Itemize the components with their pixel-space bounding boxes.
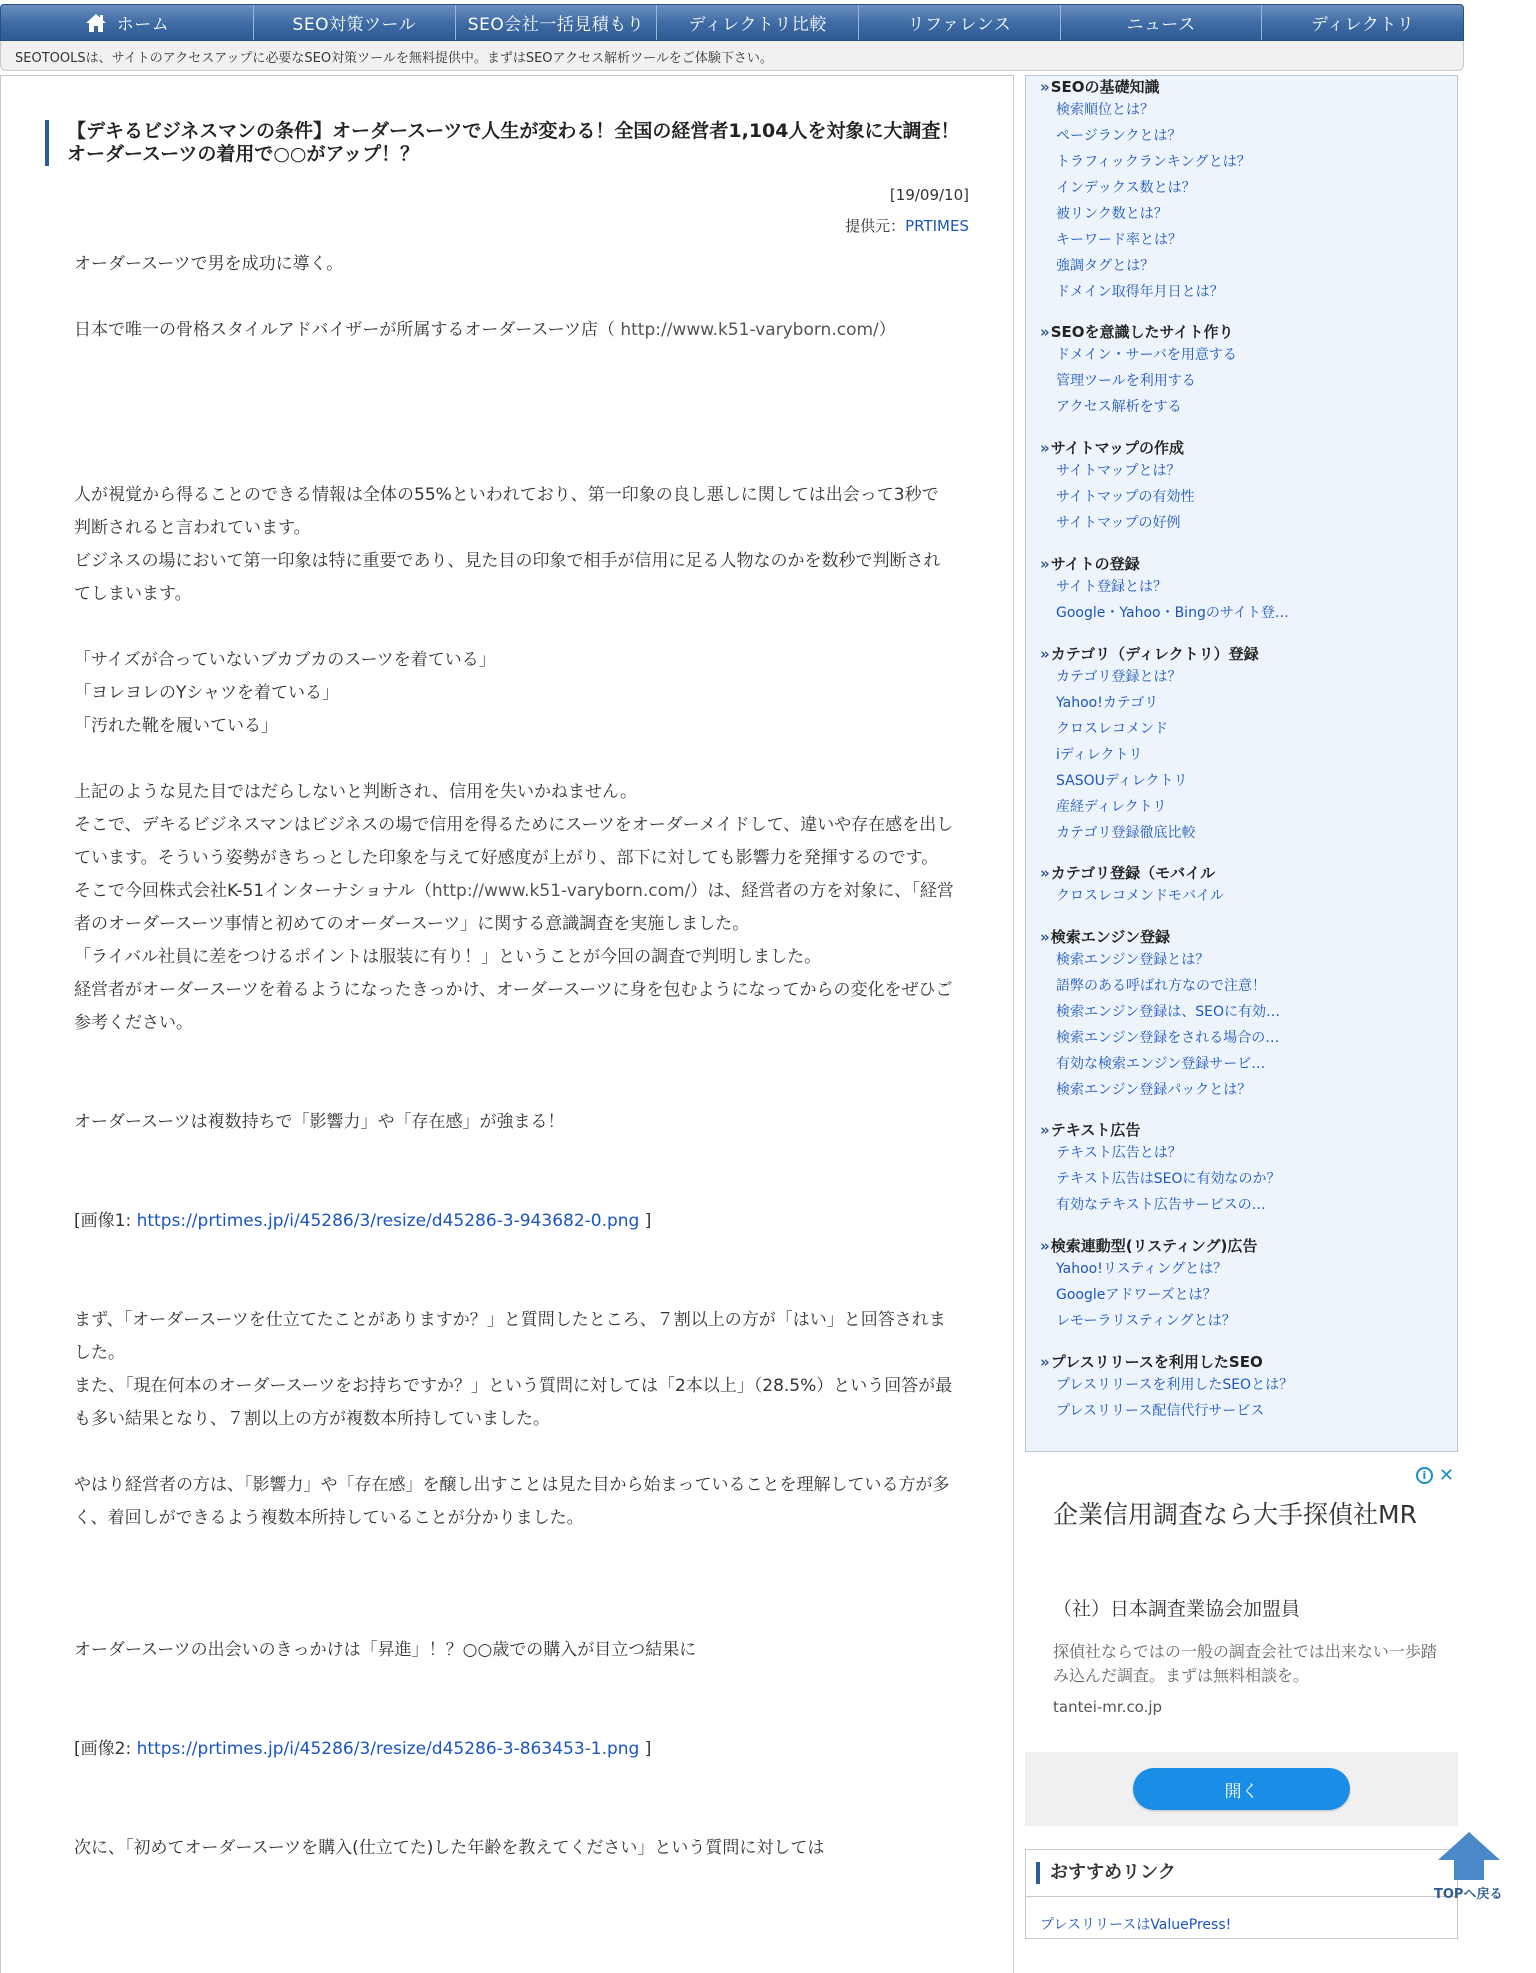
nav-news[interactable]: ニュース — [1061, 5, 1263, 40]
sidebar-link[interactable]: 有効な検索エンジン登録サービ… — [1056, 1056, 1266, 1072]
sidebar-section — [1040, 1121, 1450, 1218]
image-reference: [画像2: https://prtimes.jp/i/45286/3/resize/d45286-3-863453-1.png ] — [74, 1739, 652, 1759]
sidebar-link[interactable]: 検索エンジン登録とは？ — [1056, 952, 1210, 968]
sidebar-section — [1040, 928, 1450, 1103]
sidebar-section-title: » サイトマップの作成 — [1040, 439, 1185, 457]
sidebar-link[interactable]: ページランクとは？ — [1056, 128, 1182, 144]
sidebar-menu — [1025, 75, 1458, 1452]
paragraph: 人が視覚から得ることのできる情報は全体の55%といわれており、第一印象の良し悪しに関しては出会って3秒で判断されると言われています。 — [74, 485, 939, 538]
ad-open-button[interactable]: 開く — [1133, 1768, 1350, 1810]
ad-subtitle: （社）日本調査業協会加盟員 — [1053, 1598, 1301, 1620]
sidebar-link[interactable]: 被リンク数とは？ — [1056, 206, 1168, 222]
chevron-icon: » — [1040, 323, 1048, 341]
article-body — [74, 248, 954, 1865]
quote-line: 「サイズが合っていないブカブカのスーツを着ている」 — [74, 650, 496, 670]
sidebar-section-title: » SEOを意識したサイト作り — [1040, 323, 1234, 341]
sidebar-link[interactable]: カテゴリ登録徹底比較 — [1056, 825, 1196, 841]
sidebar-section-title: » テキスト広告 — [1040, 1121, 1141, 1139]
sidebar-link[interactable]: Yahoo!リスティングとは？ — [1056, 1261, 1228, 1277]
image1-link[interactable]: https://prtimes.jp/i/45286/3/resize/d45286-3-943682-0.png — [136, 1211, 640, 1231]
nav-seo-tools[interactable]: SEO対策ツール — [254, 5, 456, 40]
image-reference: [画像1: https://prtimes.jp/i/45286/3/resize/d45286-3-943682-0.png ] — [74, 1211, 652, 1231]
ad-controls — [1416, 1467, 1454, 1484]
sidebar-section — [1040, 645, 1450, 846]
sidebar-section — [1040, 323, 1450, 420]
nav-seo-estimate[interactable]: SEO会社一括見積もり — [456, 5, 658, 40]
sidebar-link[interactable]: 語弊のある呼ばれ方なので注意！ — [1056, 978, 1266, 994]
valuepress-link[interactable]: プレスリリースはValuePress! — [1040, 1917, 1232, 1933]
sidebar-section — [1040, 1237, 1450, 1334]
section-heading: オーダースーツの出会いのきっかけは「昇進」！？○○歳での購入が目立つ結果に — [74, 1640, 697, 1660]
chevron-icon: » — [1040, 928, 1048, 946]
sidebar-link[interactable]: クロスレコメンド — [1056, 721, 1168, 737]
sidebar-link[interactable]: インデックス数とは？ — [1056, 180, 1196, 196]
sidebar-section-title: » 検索エンジン登録 — [1040, 928, 1170, 946]
sidebar-link[interactable]: 検索エンジン登録パックとは？ — [1056, 1082, 1252, 1098]
sidebar-link[interactable]: 産経ディレクトリ — [1056, 799, 1167, 815]
sidebar-link[interactable]: 管理ツールを利用する — [1056, 373, 1196, 389]
section-heading: オーダースーツは複数持ちで「影響力」や「存在感」が強まる！ — [74, 1112, 565, 1132]
sidebar-link[interactable]: トラフィックランキングとは？ — [1056, 154, 1251, 170]
nav-directory[interactable]: ディレクトリ — [1311, 15, 1415, 35]
ad-description: 探偵社ならではの一般の調査会社では出来ない一歩踏み込んだ調査。まずは無料相談を。 — [1053, 1642, 1437, 1685]
nav-reference[interactable]: リファレンス — [859, 5, 1061, 40]
chevron-icon: » — [1040, 1121, 1048, 1139]
sidebar-link[interactable]: アクセス解析をする — [1056, 399, 1182, 415]
chevron-icon: » — [1040, 439, 1048, 457]
sidebar-link[interactable]: サイト登録とは？ — [1056, 579, 1168, 595]
paragraph: オーダースーツで男を成功に導く。 — [74, 254, 344, 274]
article-date: [19/09/10] — [889, 186, 969, 204]
paragraph: 経営者がオーダースーツを着るようになったきっかけ、オーダースーツに身を包むようになってからの変化をぜひご参考ください。 — [74, 980, 953, 1033]
global-nav — [0, 4, 1464, 41]
sidebar-section — [1040, 439, 1450, 536]
sidebar-link[interactable]: 検索エンジン登録をされる場合の… — [1056, 1030, 1280, 1046]
sidebar-link[interactable]: クロスレコメンドモバイル — [1056, 888, 1224, 904]
paragraph: 日本で唯一の骨格スタイルアドバイザーが所属するオーダースーツ店（ http://www.k51-varyborn.com/） — [74, 320, 896, 340]
paragraph: また、「現在何本のオーダースーツをお持ちですか？」という質問に対しては「2本以上」（28.5%）という回答が最も多い結果となり、７割以上の方が複数本所持していました。 — [74, 1376, 953, 1429]
sidebar-section-title: » サイトの登録 — [1040, 555, 1140, 573]
sidebar-section-title: » プレスリリースを利用したSEO — [1040, 1353, 1263, 1371]
sidebar-link[interactable]: レモーラリスティングとは？ — [1056, 1313, 1236, 1329]
recommended-links — [1025, 1849, 1458, 1939]
chevron-icon: » — [1040, 1237, 1048, 1255]
quote-line: 「ヨレヨレのYシャツを着ている」 — [74, 683, 340, 703]
paragraph: 次に、「初めてオーダースーツを購入(仕立てた)した年齢を教えてください」という質問に対しては — [74, 1838, 825, 1858]
sidebar-link[interactable]: テキスト広告とは？ — [1056, 1145, 1182, 1161]
paragraph: ビジネスの場において第一印象は特に重要であり、見た目の印象で相手が信用に足る人物なのかを数秒で判断されてしまいます。 — [74, 551, 941, 604]
site-tagline: SEOTOOLSは、サイトのアクセスアップに必要なSEO対策ツールを無料提供中。まずはSEOアクセス解析ツールをご体験下さい。 — [0, 41, 1464, 71]
sidebar-link[interactable]: 強調タグとは？ — [1056, 258, 1155, 274]
nav-home-label: ホーム — [116, 15, 170, 35]
sidebar-link[interactable]: プレスリリース配信代行サービス — [1056, 1403, 1265, 1419]
sidebar-link[interactable]: ドメイン・サーバを用意する — [1056, 347, 1237, 363]
divider — [1026, 1896, 1457, 1897]
provider-link[interactable]: PRTIMES — [905, 217, 969, 235]
chevron-icon: » — [1040, 78, 1048, 96]
ad-domain[interactable]: tantei-mr.co.jp — [1053, 1698, 1163, 1716]
sidebar-link[interactable]: キーワード率とは？ — [1056, 232, 1182, 248]
quote-line: 「汚れた靴を履いている」 — [74, 716, 278, 736]
sidebar-link[interactable]: カテゴリ登録とは？ — [1056, 669, 1182, 685]
paragraph: やはり経営者の方は、「影響力」や「存在感」を醸し出すことは見た目から始まっていることを理解している方が多く、着回しができるよう複数本所持していることが分かりました。 — [74, 1475, 950, 1528]
sidebar-section-title: » カテゴリ登録（モバイル — [1040, 864, 1216, 882]
sidebar-section — [1040, 864, 1450, 909]
sidebar-link[interactable]: Googleアドワーズとは？ — [1056, 1287, 1217, 1303]
provider-label: 提供元： — [845, 217, 906, 235]
article-meta — [845, 180, 969, 242]
image2-link[interactable]: https://prtimes.jp/i/45286/3/resize/d45286-3-863453-1.png — [136, 1739, 640, 1759]
sidebar-link[interactable]: サイトマップの好例 — [1056, 515, 1181, 531]
sidebar-link[interactable]: 有効なテキスト広告サービスの… — [1056, 1197, 1266, 1213]
article-container — [0, 75, 1014, 1973]
nav-directory-compare[interactable]: ディレクトリ比較 — [657, 5, 859, 40]
sidebar-section-title: » 検索連動型(リスティング)広告 — [1040, 1237, 1258, 1255]
sidebar-section — [1040, 78, 1450, 305]
recommended-title: おすすめリンク — [1036, 1862, 1176, 1884]
chevron-icon: » — [1040, 864, 1048, 882]
nav-home[interactable] — [1, 5, 254, 40]
sidebar-link[interactable]: サイトマップの有効性 — [1056, 489, 1195, 505]
article-provider — [845, 211, 969, 242]
sidebar-link[interactable]: プレスリリースを利用したSEOとは？ — [1056, 1377, 1294, 1393]
sidebar-link[interactable]: 検索順位とは？ — [1056, 102, 1154, 118]
back-to-top-label: TOPへ戻る — [1434, 1887, 1503, 1902]
chevron-icon: » — [1040, 555, 1048, 573]
article-title: 【デキるビジネスマンの条件】オーダースーツで人生が変わる！全国の経営者1,104人を対象に大調査！オーダースーツの着用で○○がアップ！？ — [45, 120, 975, 166]
chevron-icon: » — [1040, 1353, 1048, 1371]
ad-close-icon[interactable]: ✕ — [1438, 1465, 1454, 1486]
sidebar-section-title: » カテゴリ（ディレクトリ）登録 — [1040, 645, 1259, 663]
sidebar-link[interactable]: SASOUディレクトリ — [1056, 773, 1188, 789]
ad-info-icon[interactable]: i — [1416, 1467, 1433, 1484]
k51-link-2[interactable]: http://www.k51-varyborn.com/ — [431, 881, 691, 901]
home-icon — [85, 13, 107, 33]
sidebar-section — [1040, 555, 1450, 626]
k51-link[interactable]: http://www.k51-varyborn.com/ — [620, 320, 879, 340]
sidebar-link[interactable]: テキスト広告はSEOに有効なのか？ — [1056, 1171, 1281, 1187]
paragraph: 上記のような見た目ではだらしないと判断され、信用を失いかねません。 — [74, 782, 638, 802]
sidebar-link[interactable]: 検索エンジン登録は、SEOに有効… — [1056, 1004, 1281, 1020]
ad-footer — [1025, 1752, 1458, 1826]
sidebar-link[interactable]: Google・Yahoo・Bingのサイト登… — [1056, 605, 1289, 621]
advertisement[interactable] — [1025, 1466, 1458, 1826]
chevron-icon: » — [1040, 645, 1048, 663]
paragraph: 「ライバル社員に差をつけるポイントは服装に有り！」ということが今回の調査で判明しました。 — [74, 947, 822, 967]
sidebar-link[interactable]: iディレクトリ — [1056, 747, 1143, 763]
sidebar-link[interactable]: ドメイン取得年月日とは？ — [1056, 284, 1224, 300]
up-arrow-icon — [1434, 1830, 1504, 1882]
paragraph: まず、「オーダースーツを仕立てたことがありますか？」と質問したところ、７割以上の方が「はい」と回答されました。 — [74, 1310, 946, 1363]
paragraph: そこで、デキるビジネスマンはビジネスの場で信用を得るためにスーツをオーダーメイドして、違いや存在感を出しています。そういう姿勢がきちっとした印象を与えて好感度が上がり、部下に対しても影響力を発揮するのです。 — [74, 815, 954, 868]
sidebar-section — [1040, 1353, 1450, 1424]
ad-title[interactable]: 企業信用調査なら大手探偵社MR — [1053, 1500, 1417, 1529]
back-to-top-button[interactable] — [1430, 1830, 1510, 1902]
sidebar-link[interactable]: サイトマップとは？ — [1056, 463, 1181, 479]
sidebar-section-title: » SEOの基礎知識 — [1040, 78, 1160, 96]
paragraph: そこで今回株式会社K-51インターナショナル（http://www.k51-varyborn.com/）は、経営者の方を対象に、「経営者のオーダースーツ事情と初めてのオーダースーツ」に関する意識調査を実施しました。 — [74, 881, 954, 934]
sidebar-link[interactable]: Yahoo!カテゴリ — [1056, 695, 1159, 711]
